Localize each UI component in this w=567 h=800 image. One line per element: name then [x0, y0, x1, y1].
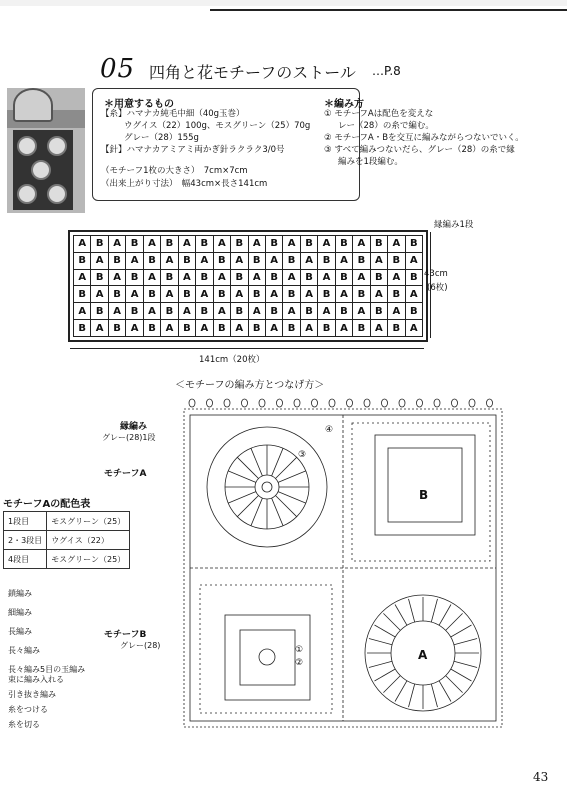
grid-cell: B	[196, 303, 212, 319]
grid-cell: A	[406, 286, 422, 302]
grid-cell: A	[91, 286, 107, 302]
grid-cell: A	[231, 253, 247, 269]
color-table	[3, 511, 130, 569]
grid-cell: A	[301, 320, 317, 336]
scan-edge	[0, 0, 567, 6]
grid-cell: A	[196, 320, 212, 336]
materials-heading: ＊用意するもの	[104, 99, 174, 110]
grid-cell: A	[91, 253, 107, 269]
grid-cell: B	[318, 253, 334, 269]
method-line: ① モチーフAは配色を変えな	[324, 109, 434, 119]
grid-cell: B	[144, 286, 160, 302]
grid-cell: B	[388, 286, 404, 302]
height-label: 43cm	[424, 269, 448, 279]
grid-cell: B	[144, 320, 160, 336]
grid-cell: B	[318, 286, 334, 302]
grid-cell: A	[336, 320, 352, 336]
grid-cell: A	[161, 253, 177, 269]
grid-cell: A	[318, 236, 334, 252]
legend-double: 長編み	[8, 627, 32, 636]
diagram-title: ＜モチーフの編み方とつなげ方＞	[175, 380, 325, 391]
grid-cell: B	[231, 236, 247, 252]
grid-cell: B	[283, 253, 299, 269]
width-dimension	[70, 348, 424, 349]
materials-line: グレー（28）155g	[124, 133, 199, 143]
edge-label: 縁編み1段	[434, 220, 474, 230]
motif-a-flower	[207, 427, 327, 547]
grid-cell: B	[336, 236, 352, 252]
grid-cell: A	[109, 236, 125, 252]
grid-cell: A	[371, 253, 387, 269]
grid-cell: A	[179, 236, 195, 252]
grid-cell: A	[371, 320, 387, 336]
grid-cell: B	[126, 236, 142, 252]
grid-cell: B	[406, 303, 422, 319]
grid-cell: B	[161, 236, 177, 252]
method-heading: ＊編み方	[324, 99, 364, 110]
grid-cell: A	[406, 253, 422, 269]
legend-single: 細編み	[8, 608, 32, 617]
grid-cell: A	[144, 303, 160, 319]
grid-cell: B	[353, 253, 369, 269]
grid-cell: B	[336, 270, 352, 286]
table-row	[4, 531, 130, 550]
grid-cell: B	[214, 320, 230, 336]
grid-cell: A	[388, 270, 404, 286]
grid-cell: B	[249, 286, 265, 302]
grid-cell: B	[109, 320, 125, 336]
grid-cell: B	[74, 320, 90, 336]
legend-treble: 長々編み	[8, 646, 40, 655]
grid-cell: B	[406, 236, 422, 252]
photo-basket	[13, 88, 53, 122]
grid-cell: A	[196, 286, 212, 302]
photo-stole	[13, 130, 73, 210]
color-cell: モスグリーン（25）	[47, 512, 130, 531]
round-cell: 4段目	[4, 550, 47, 569]
grid-cell: B	[126, 303, 142, 319]
grid-cell: B	[318, 320, 334, 336]
table-row	[4, 512, 130, 531]
legend-bobble: 長々編み5目の玉編み	[8, 665, 86, 674]
grid-cell: A	[406, 320, 422, 336]
grid-cell: B	[283, 320, 299, 336]
grid-cell: B	[406, 270, 422, 286]
grid-cell: A	[74, 303, 90, 319]
grid-cell: A	[144, 236, 160, 252]
grid-cell: A	[336, 253, 352, 269]
page-number: 43	[533, 770, 549, 784]
grid-cell: A	[283, 303, 299, 319]
grid-cell: A	[179, 303, 195, 319]
height-count: (6枚)	[427, 283, 448, 293]
product-photo	[7, 88, 85, 213]
grid-cell: A	[214, 236, 230, 252]
materials-line: ウグイス（22）100g、モスグリーン（25）70g	[124, 121, 311, 131]
legend-join-yarn: 糸をつける	[8, 705, 48, 714]
motif-a-marker: A	[418, 648, 428, 662]
step-marker: ④	[325, 425, 334, 435]
grid-cell: B	[109, 286, 125, 302]
grid-cell: B	[179, 253, 195, 269]
round-cell: 2・3段目	[4, 531, 47, 550]
grid-cell: A	[353, 270, 369, 286]
motif-b-chart	[200, 585, 332, 713]
grid-cell: A	[109, 270, 125, 286]
grid-cell: B	[388, 253, 404, 269]
grid-cell: A	[336, 286, 352, 302]
grid-cell: A	[231, 320, 247, 336]
grid-cell: A	[249, 303, 265, 319]
grid-cell: A	[266, 253, 282, 269]
grid-cell: A	[179, 270, 195, 286]
grid-cell: B	[179, 320, 195, 336]
method-line: ② モチーフA・Bを交互に編みながらつないでいく。	[324, 133, 524, 143]
grid-cell: A	[301, 253, 317, 269]
grid-cell: A	[353, 236, 369, 252]
step-marker: ③	[298, 450, 307, 460]
page-title: 四角と花モチーフのストール	[149, 63, 356, 82]
grid-cell: B	[301, 303, 317, 319]
legend-cut-yarn: 糸を切る	[8, 720, 40, 729]
width-label: 141cm（20枚）	[199, 355, 265, 365]
grid-cell: A	[161, 286, 177, 302]
grid-cell: B	[179, 286, 195, 302]
grid-cell: B	[74, 253, 90, 269]
color-table-title: モチーフAの配色表	[3, 499, 91, 510]
grid-cell: B	[196, 270, 212, 286]
grid-cell: A	[231, 286, 247, 302]
grid-cell: A	[74, 236, 90, 252]
grid-cell: B	[336, 303, 352, 319]
grid-cell: B	[266, 270, 282, 286]
grid-cell: B	[371, 236, 387, 252]
edging-label: 縁編み	[120, 422, 148, 432]
legend-bobble-note: 束に編み入れる	[8, 675, 64, 684]
grid-cells	[73, 235, 423, 337]
grid-cell: B	[144, 253, 160, 269]
grid-cell: B	[161, 303, 177, 319]
round-cell: 1段目	[4, 512, 47, 531]
step-marker: ①	[295, 645, 304, 655]
pattern-number: 05	[100, 54, 136, 84]
grid-cell: A	[74, 270, 90, 286]
method-line: 編みを1段編む。	[338, 157, 403, 167]
grid-cell: B	[388, 320, 404, 336]
grid-cell: A	[388, 236, 404, 252]
grid-cell: B	[214, 253, 230, 269]
grid-cell: B	[231, 303, 247, 319]
grid-cell: B	[109, 253, 125, 269]
grid-cell: B	[266, 236, 282, 252]
grid-cell: A	[266, 286, 282, 302]
grid-cell: B	[301, 270, 317, 286]
table-row	[4, 550, 130, 569]
grid-cell: B	[231, 270, 247, 286]
grid-cell: A	[318, 270, 334, 286]
grid-cell: B	[196, 236, 212, 252]
legend-chain: 鎖編み	[8, 589, 32, 598]
grid-cell: A	[126, 253, 142, 269]
grid-cell: A	[266, 320, 282, 336]
finished-size: （出来上がり寸法） 幅43cm×長さ141cm	[101, 179, 268, 189]
grid-cell: B	[266, 303, 282, 319]
legend-slip-stitch: 引き抜き編み	[8, 690, 56, 699]
grid-cell: B	[214, 286, 230, 302]
grid-cell: A	[214, 303, 230, 319]
step-marker: ②	[295, 658, 304, 668]
edging-color: グレー(28)1段	[102, 433, 156, 442]
grid-cell: A	[283, 236, 299, 252]
grid-cell: A	[371, 286, 387, 302]
grid-cell: A	[126, 320, 142, 336]
crochet-chart	[170, 395, 515, 735]
grid-cell: A	[144, 270, 160, 286]
grid-cell: A	[318, 303, 334, 319]
motif-b-label: モチーフB	[104, 630, 147, 640]
method-line: レー（28）の糸で編む。	[338, 121, 434, 131]
grid-cell: A	[388, 303, 404, 319]
materials-line: 【糸】ハマナカ純毛中細（40g玉巻）	[101, 109, 245, 119]
grid-cell: B	[91, 270, 107, 286]
motif-b-marker: B	[419, 488, 429, 502]
grid-cell: B	[371, 303, 387, 319]
grid-cell: A	[91, 320, 107, 336]
color-cell: ウグイス（22）	[47, 531, 130, 550]
grid-cell: B	[249, 320, 265, 336]
grid-cell: B	[161, 270, 177, 286]
grid-cell: A	[161, 320, 177, 336]
page-reference: …P.8	[372, 64, 401, 78]
materials-line: 【針】ハマナカアミアミ両かぎ針ラクラク3/0号	[101, 145, 285, 155]
grid-cell: A	[214, 270, 230, 286]
grid-cell: A	[283, 270, 299, 286]
layout-grid	[68, 230, 428, 342]
top-picots	[189, 399, 493, 407]
grid-cell: A	[353, 303, 369, 319]
color-cell: モスグリーン（25）	[47, 550, 130, 569]
grid-cell: B	[301, 236, 317, 252]
grid-cell: B	[353, 286, 369, 302]
grid-cell: A	[249, 270, 265, 286]
grid-cell: A	[301, 286, 317, 302]
grid-cell: B	[249, 253, 265, 269]
grid-cell: B	[91, 303, 107, 319]
grid-cell: B	[283, 286, 299, 302]
grid-cell: A	[126, 286, 142, 302]
header-rule	[210, 9, 567, 11]
grid-cell: B	[126, 270, 142, 286]
grid-cell: B	[371, 270, 387, 286]
grid-cell: B	[74, 286, 90, 302]
grid-cell: A	[249, 236, 265, 252]
grid-cell: B	[353, 320, 369, 336]
grid-cell: A	[196, 253, 212, 269]
motif-a-label: モチーフA	[104, 469, 147, 479]
grid-cell: A	[109, 303, 125, 319]
grid-cell: B	[91, 236, 107, 252]
motif-size: （モチーフ1枚の大きさ） 7cm×7cm	[101, 166, 248, 176]
method-line: ③ すべて編みつないだら、グレー（28）の糸で縁	[324, 145, 515, 155]
motif-b-color: グレー(28)	[120, 641, 161, 650]
